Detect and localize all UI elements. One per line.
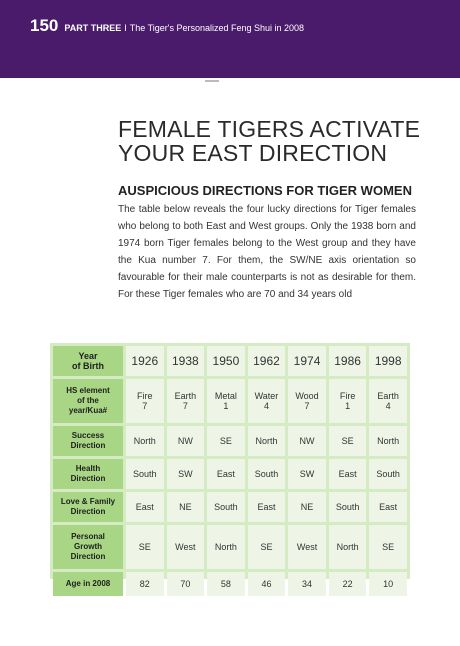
row-label-line: Success <box>71 431 105 440</box>
table-cell <box>207 379 245 423</box>
table-body <box>53 346 407 596</box>
running-title: The Tiger's Personalized Feng Shui in 2008 <box>129 23 305 33</box>
table-cell <box>126 346 164 376</box>
table-cell <box>248 572 286 596</box>
table-cell <box>248 525 286 569</box>
row-label-line: Age in 2008 <box>65 579 111 588</box>
row-label-line: Direction <box>70 441 106 450</box>
table-cell <box>369 426 407 456</box>
cell-text: NE <box>179 502 192 512</box>
love-family-direction-row <box>53 492 407 522</box>
table-cell <box>288 459 326 489</box>
cell-text: 1962 <box>253 354 280 368</box>
cell-text: East <box>338 469 357 479</box>
cell-text: 1986 <box>334 354 361 368</box>
year-of-birth-row <box>53 346 407 376</box>
table-cell <box>207 459 245 489</box>
table-cell <box>329 346 367 376</box>
table-cell <box>288 492 326 522</box>
hs-element-row <box>53 379 407 423</box>
decorative-rule <box>205 80 219 82</box>
table-cell <box>248 379 286 423</box>
table-cell <box>329 426 367 456</box>
cell-text: East <box>135 502 154 512</box>
cell-text: Fire <box>339 391 356 401</box>
row-label-line: Direction <box>70 474 106 483</box>
row-label-line: Growth <box>74 542 102 551</box>
cell-text: North <box>214 542 237 552</box>
header-text <box>30 16 304 36</box>
table-cell <box>288 525 326 569</box>
row-label-line: year/Kua# <box>68 406 108 415</box>
cell-text: 1938 <box>171 354 199 368</box>
cell-text: East <box>257 502 276 512</box>
header-separator: I <box>124 23 127 33</box>
table-cell <box>207 426 245 456</box>
row-label-line: Year <box>78 351 98 361</box>
title-line-1: FEMALE TIGERS ACTIVATE <box>118 116 421 142</box>
cell-text: South <box>335 502 360 512</box>
cell-text: 10 <box>383 579 394 589</box>
row-label-line: HS element <box>66 386 110 395</box>
row-label <box>53 426 123 456</box>
table-cell <box>369 346 407 376</box>
table-cell <box>329 379 367 423</box>
cell-text: 22 <box>342 579 353 589</box>
cell-text: North <box>336 542 359 552</box>
table-cell <box>126 459 164 489</box>
row-label <box>53 572 123 596</box>
table-cell <box>369 492 407 522</box>
row-label-line: Love & Family <box>60 497 116 506</box>
title-line-2: YOUR EAST DIRECTION <box>118 140 388 166</box>
cell-text: 1998 <box>374 354 402 368</box>
table-cell <box>167 525 205 569</box>
cell-text: 34 <box>302 579 313 589</box>
cell-text: Water <box>254 391 279 401</box>
table-cell <box>329 492 367 522</box>
table-cell <box>369 459 407 489</box>
row-label <box>53 459 123 489</box>
table-cell <box>248 459 286 489</box>
cell-text: West <box>296 542 318 552</box>
cell-text: South <box>254 469 279 479</box>
cell-text: West <box>175 542 196 552</box>
table-cell <box>126 572 164 596</box>
cell-text: SE <box>219 436 232 446</box>
success-direction-row <box>53 426 407 456</box>
table-cell <box>248 492 286 522</box>
row-label-line: Personal <box>71 532 105 541</box>
table-cell <box>167 492 205 522</box>
table-cell <box>126 379 164 423</box>
cell-text: 7 <box>182 401 188 411</box>
cell-text: 58 <box>220 579 231 589</box>
cell-text: SW <box>299 469 315 479</box>
cell-text: 7 <box>142 401 148 411</box>
page-title <box>118 117 420 165</box>
table-cell <box>329 525 367 569</box>
row-label-line: of the <box>77 396 99 405</box>
health-direction-row <box>53 459 407 489</box>
cell-text: North <box>133 436 156 446</box>
cell-text: 1926 <box>131 354 159 368</box>
table-cell <box>207 572 245 596</box>
cell-text: South <box>133 469 157 479</box>
part-label: PART THREE <box>64 23 122 33</box>
table-cell <box>369 525 407 569</box>
cell-text: South <box>214 502 238 512</box>
table-cell <box>167 572 205 596</box>
cell-text: NW <box>299 436 315 446</box>
table-cell <box>248 346 286 376</box>
cell-text: Earth <box>377 391 399 401</box>
table-cell <box>369 379 407 423</box>
cell-text: North <box>377 436 400 446</box>
cell-text: East <box>379 502 398 512</box>
cell-text: South <box>376 469 400 479</box>
cell-text: 46 <box>261 579 272 589</box>
cell-text: NW <box>177 436 193 446</box>
table-cell <box>329 459 367 489</box>
table-cell <box>126 525 164 569</box>
cell-text: 4 <box>263 401 269 411</box>
row-label-line: Direction <box>70 552 106 561</box>
table-cell <box>248 426 286 456</box>
cell-text: 1974 <box>293 354 321 368</box>
cell-text: 1 <box>223 401 229 411</box>
age-in-2008-row <box>53 572 407 596</box>
table-cell <box>288 572 326 596</box>
cell-text: 70 <box>180 579 191 589</box>
page-header <box>0 0 460 78</box>
table-cell <box>288 346 326 376</box>
row-label-line: Direction <box>70 507 106 516</box>
directions-table <box>50 343 410 589</box>
cell-text: SW <box>178 469 193 479</box>
cell-text: 7 <box>304 401 310 411</box>
row-label-line: Health <box>75 464 101 473</box>
cell-text: Earth <box>174 391 197 401</box>
row-label <box>53 346 123 376</box>
row-label <box>53 525 123 569</box>
table-cell <box>369 572 407 596</box>
table-cell <box>167 459 205 489</box>
table-cell <box>288 379 326 423</box>
table-cell <box>207 492 245 522</box>
cell-text: SE <box>260 542 273 552</box>
table-cell <box>167 346 205 376</box>
cell-text: SE <box>138 542 151 552</box>
cell-text: 1950 <box>212 354 240 368</box>
table-cell <box>126 426 164 456</box>
section-subheading: AUSPICIOUS DIRECTIONS FOR TIGER WOMEN <box>118 183 412 198</box>
table-cell <box>288 426 326 456</box>
table-cell <box>167 379 205 423</box>
page-number: 150 <box>30 16 59 35</box>
table-cell <box>167 426 205 456</box>
row-label-line: of Birth <box>72 361 104 371</box>
row-label <box>53 379 123 423</box>
table-cell <box>207 525 245 569</box>
cell-text: 1 <box>345 401 351 411</box>
cell-text: Wood <box>295 391 319 401</box>
table-cell <box>207 346 245 376</box>
body-paragraph: The table below reveals the four lucky directions for Tiger females who belong to both East and West groups. Only the 1938 born and 1974 born Tiger females belong to the West group and they have the Kua number 7. For them, the SW/NE axis orientation so favourable for their male counterparts is not as desirable for them. For these Tiger females who are 70 and 34 years old <box>118 204 416 300</box>
cell-text: East <box>216 469 235 479</box>
table-cell <box>126 492 164 522</box>
cell-text: SE <box>382 542 395 552</box>
row-label <box>53 492 123 522</box>
cell-text: 4 <box>385 401 391 411</box>
cell-text: Metal <box>214 391 237 401</box>
cell-text: Fire <box>137 391 153 401</box>
cell-text: 82 <box>139 579 150 589</box>
cell-text: SE <box>341 436 354 446</box>
cell-text: NE <box>300 502 314 512</box>
personal-growth-direction-row <box>53 525 407 569</box>
cell-text: North <box>255 436 278 446</box>
table-cell <box>329 572 367 596</box>
